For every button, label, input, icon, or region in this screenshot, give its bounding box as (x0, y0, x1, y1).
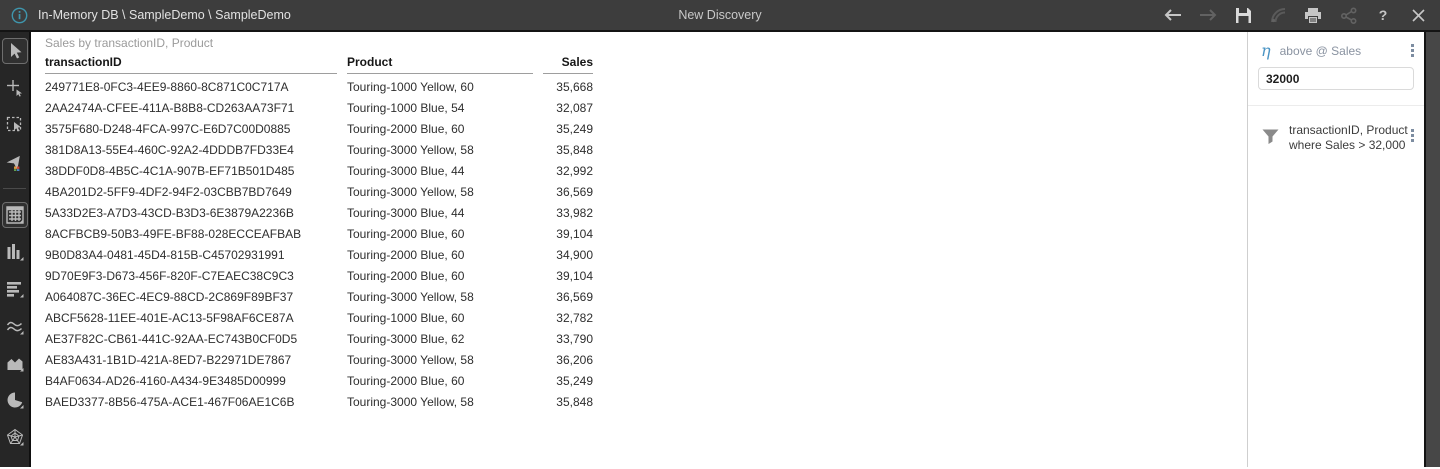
cell-transaction-id: B4AF0634-AD26-4160-A434-9E3485D00999 (45, 374, 286, 388)
table-row[interactable] (45, 287, 1247, 308)
collapsed-side-rail[interactable] (1424, 32, 1440, 467)
table-row[interactable] (45, 161, 1247, 182)
cell-transaction-id: BAED3377-8B56-475A-ACE1-467F06AE1C6B (45, 395, 295, 409)
cell-sales: 34,900 (556, 248, 593, 262)
table-row[interactable] (45, 119, 1247, 140)
scatter-chart-view-icon[interactable] (2, 461, 28, 467)
table-row[interactable] (45, 182, 1247, 203)
marquee-select-tool-icon[interactable] (2, 112, 28, 138)
select-tool-icon[interactable] (2, 38, 28, 64)
filter-rule[interactable] (1248, 106, 1424, 153)
cell-transaction-id: ABCF5628-11EE-401E-AC13-5F98AF6CE87A (45, 311, 294, 325)
cell-transaction-id: 38DDF0D8-4B5C-4C1A-907B-EF71B501D485 (45, 164, 295, 178)
cell-product: Touring-2000 Blue, 60 (347, 269, 465, 283)
ranking-threshold-input[interactable] (1258, 67, 1414, 90)
breadcrumb: In-Memory DB \ SampleDemo \ SampleDemo (38, 8, 291, 22)
cell-product: Touring-3000 Yellow, 58 (347, 353, 474, 367)
back-icon[interactable] (1163, 5, 1183, 25)
column-header-product[interactable]: Product (347, 55, 533, 74)
cell-sales: 35,249 (556, 374, 593, 388)
column-chart-view-icon[interactable] (2, 239, 28, 265)
cell-sales: 39,104 (556, 227, 593, 241)
sidebar-divider (3, 188, 26, 189)
cell-sales: 32,087 (556, 101, 593, 115)
visualization-canvas (31, 32, 1247, 467)
ranking-rule-label: above @ Sales (1279, 43, 1362, 58)
cell-product: Touring-1000 Yellow, 60 (347, 80, 474, 94)
table-row[interactable] (45, 308, 1247, 329)
cell-transaction-id: A064087C-36EC-4EC9-88CD-2C869F89BF37 (45, 290, 294, 304)
help-icon[interactable]: ? (1378, 7, 1388, 23)
cell-product: Touring-1000 Blue, 54 (347, 101, 465, 115)
area-chart-view-icon[interactable] (2, 350, 28, 376)
cell-product: Touring-3000 Blue, 44 (347, 164, 465, 178)
cell-product: Touring-2000 Blue, 60 (347, 248, 465, 262)
cell-product: Touring-3000 Yellow, 58 (347, 395, 474, 409)
table-row[interactable] (45, 392, 1247, 413)
zoom-tool-icon[interactable] (2, 75, 28, 101)
print-icon[interactable] (1303, 5, 1323, 25)
cell-transaction-id: 3575F680-D248-4FCA-997C-E6D7C00D0885 (45, 122, 291, 136)
feed-icon[interactable] (1268, 5, 1288, 25)
table-row[interactable] (45, 371, 1247, 392)
cell-transaction-id: 9D70E9F3-D673-456F-820F-C7EAEC38C9C3 (45, 269, 294, 283)
pie-chart-view-icon[interactable] (2, 387, 28, 413)
forward-icon[interactable] (1198, 5, 1218, 25)
cell-sales: 35,848 (556, 395, 593, 409)
cell-product: Touring-3000 Blue, 44 (347, 206, 465, 220)
ranking-menu-icon[interactable] (1409, 42, 1416, 59)
cell-product: Touring-2000 Blue, 60 (347, 122, 465, 136)
cell-transaction-id: 5A33D2E3-A7D3-43CD-B3D3-6E3879A2236B (45, 206, 294, 220)
explore-tool-icon[interactable] (2, 149, 28, 175)
radar-chart-view-icon[interactable] (2, 424, 28, 450)
save-icon[interactable] (1233, 5, 1253, 25)
share-icon[interactable] (1338, 5, 1358, 25)
table-row[interactable] (45, 224, 1247, 245)
cell-product: Touring-2000 Blue, 60 (347, 227, 465, 241)
cell-sales: 33,790 (556, 332, 593, 346)
table-header-row (45, 55, 1247, 74)
cell-transaction-id: 381D8A13-55E4-460C-92A2-4DDDB7FD33E4 (45, 143, 294, 157)
tool-sidebar (0, 32, 31, 467)
cell-sales: 32,992 (556, 164, 593, 178)
info-icon[interactable] (9, 5, 29, 25)
table-row[interactable] (45, 77, 1247, 98)
cell-product: Touring-2000 Blue, 60 (347, 374, 465, 388)
cell-sales: 39,104 (556, 269, 593, 283)
table-row[interactable] (45, 98, 1247, 119)
table-row[interactable] (45, 140, 1247, 161)
cell-sales: 35,668 (556, 80, 593, 94)
filter-rule-label: transactionID, Product where Sales > 32,000 (1289, 123, 1408, 152)
cell-product: Touring-3000 Yellow, 58 (347, 143, 474, 157)
cell-product: Touring-3000 Yellow, 58 (347, 290, 474, 304)
table-row[interactable] (45, 350, 1247, 371)
cell-transaction-id: 9B0D83A4-0481-45D4-815B-C45702931991 (45, 248, 285, 262)
cell-sales: 33,982 (556, 206, 593, 220)
column-header-transaction-id[interactable]: transactionID (45, 55, 337, 74)
bar-chart-view-icon[interactable] (2, 276, 28, 302)
cell-sales: 36,206 (556, 353, 593, 367)
cell-sales: 36,569 (556, 185, 593, 199)
cell-sales: 35,848 (556, 143, 593, 157)
cell-transaction-id: 4BA201D2-5FF9-4DF2-94F2-03CBB7BD7649 (45, 185, 292, 199)
top-bar (0, 0, 1440, 32)
filter-icon (1261, 127, 1280, 145)
table-row[interactable] (45, 245, 1247, 266)
column-header-sales[interactable]: Sales (543, 55, 593, 74)
cell-sales: 36,569 (556, 290, 593, 304)
cell-transaction-id: 8ACFBCB9-50B3-49FE-BF88-028ECCEAFBAB (45, 227, 302, 241)
table-row[interactable] (45, 329, 1247, 350)
cell-sales: 32,782 (556, 311, 593, 325)
page-title: New Discovery (678, 8, 762, 22)
close-icon[interactable] (1408, 5, 1428, 25)
view-title: Sales by transactionID, Product (45, 36, 214, 50)
filter-panel (1247, 32, 1424, 467)
ranking-rule (1248, 32, 1424, 66)
cell-transaction-id: 249771E8-0FC3-4EE9-8860-8C871C0C717A (45, 80, 289, 94)
ranking-function-icon: η (1261, 40, 1271, 60)
line-chart-view-icon[interactable] (2, 313, 28, 339)
cell-transaction-id: AE37F82C-CB61-441C-92AA-EC743B0CF0D5 (45, 332, 298, 346)
cell-sales: 35,249 (556, 122, 593, 136)
table-body (45, 77, 1247, 413)
cell-product: Touring-3000 Blue, 62 (347, 332, 465, 346)
table-row[interactable] (45, 266, 1247, 287)
table-row[interactable] (45, 203, 1247, 224)
cell-product: Touring-3000 Yellow, 58 (347, 185, 474, 199)
crosstab-view-icon[interactable] (2, 202, 28, 228)
cell-transaction-id: AE83A431-1B1D-421A-8ED7-B22971DE7867 (45, 353, 292, 367)
cell-transaction-id: 2AA2474A-CFEE-411A-B8B8-CD263AA73F71 (45, 101, 295, 115)
filter-menu-icon[interactable] (1409, 127, 1416, 144)
cell-product: Touring-1000 Blue, 60 (347, 311, 465, 325)
